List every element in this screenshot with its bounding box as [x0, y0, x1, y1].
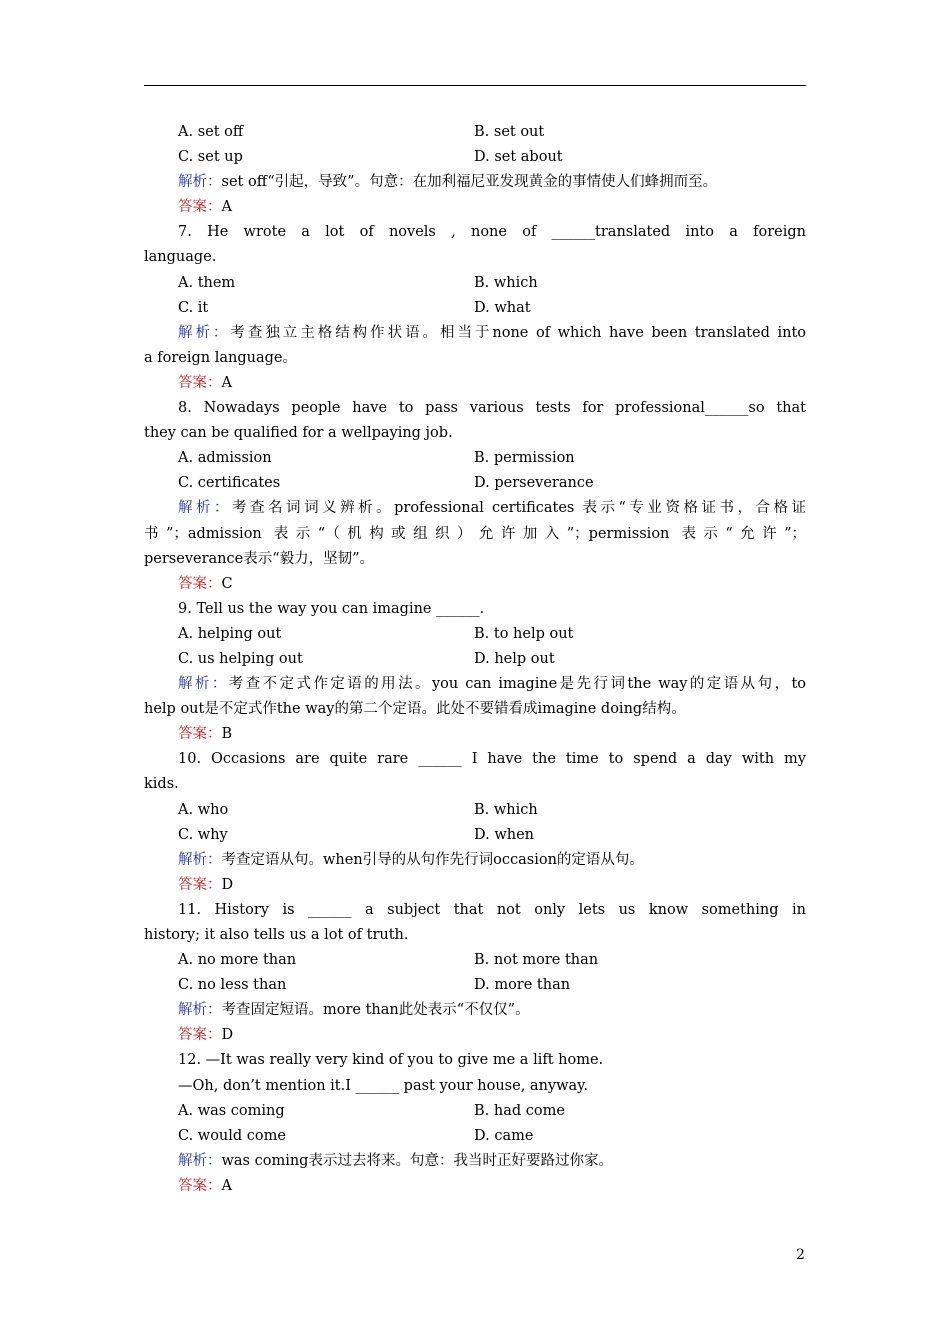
- answer-label: 答案：: [178, 374, 222, 391]
- q9-option-c: C. us helping out: [178, 650, 303, 667]
- q8-option-b: B. permission: [474, 450, 575, 467]
- q7-explanation-text: 考查独立主格结构作状语。相当于none of which have been translated into: [230, 324, 807, 341]
- q7-explanation-line2: a foreign language。: [144, 349, 297, 366]
- q11-explanation: [144, 998, 806, 1023]
- explanation-label: 解析：: [178, 676, 229, 693]
- q7-stem-line2: language.: [144, 249, 217, 266]
- q10-options-row2: [144, 823, 806, 848]
- explanation-label: 解析：: [178, 851, 222, 868]
- q12-options-row2: [144, 1124, 806, 1149]
- q11-stem-line1: 11. History is ______ a subject that not only lets us know something in: [178, 901, 806, 918]
- q12-answer-value: A: [221, 1177, 232, 1194]
- q7-option-d: D. what: [474, 299, 531, 316]
- q10-stem-line1: 10. Occasions are quite rare ______ I have the time to spend a day with my: [178, 751, 806, 768]
- answer-label: 答案：: [178, 575, 222, 592]
- q6-option-b: B. set out: [474, 124, 545, 140]
- q9-options-row2: [144, 647, 806, 672]
- q12-explanation-text: was coming表示过去将来。句意：我当时正好要路过你家。: [221, 1152, 613, 1169]
- explanation-label: 解析：: [178, 174, 222, 191]
- q9-answer-value: B: [221, 726, 233, 743]
- q6-explanation-text: set off“引起，导致”。句意：在加利福尼亚发现黄金的事情使人们蜂拥而至。: [221, 174, 718, 191]
- q6-option-d: D. set about: [474, 149, 563, 166]
- answer-label: 答案：: [178, 199, 222, 216]
- q10-option-c: C. why: [178, 826, 228, 843]
- q11-option-c: C. no less than: [178, 977, 287, 994]
- page-number: 2: [796, 1247, 805, 1263]
- q11-answer: [144, 1023, 806, 1048]
- q6-options-row1: [144, 120, 806, 145]
- q8-option-a: A. admission: [178, 450, 272, 467]
- answer-label: 答案：: [178, 1177, 222, 1194]
- q8-explanation-line3: perseverance表示“毅力，坚韧”。: [144, 550, 375, 567]
- q8-options-row2: [144, 471, 806, 496]
- q11-answer-value: D: [221, 1027, 234, 1044]
- q11-options-row2: [144, 973, 806, 998]
- q8-answer-value: C: [221, 575, 233, 592]
- q9-options-row1: [144, 622, 806, 647]
- q7-options-row2: [144, 296, 806, 321]
- q9-explanation-line1: [144, 672, 806, 697]
- q6-answer-value: A: [221, 199, 232, 216]
- answer-label: 答案：: [178, 876, 222, 893]
- q12-option-b: B. had come: [474, 1102, 565, 1119]
- q9-option-a: A. helping out: [178, 625, 282, 642]
- explanation-label: 解析：: [178, 1002, 222, 1019]
- answer-label: 答案：: [178, 726, 222, 743]
- page-content: [144, 120, 806, 1199]
- q12-stem-line1: 12. —It was really very kind of you to give me a lift home.: [178, 1052, 604, 1069]
- explanation-label: 解析：: [178, 324, 231, 341]
- q11-options-row1: [144, 948, 806, 973]
- q6-option-c: C. set up: [178, 149, 243, 166]
- explanation-label: 解析：: [178, 1152, 222, 1169]
- q8-stem-line1: 8. Nowadays people have to pass various tests for professional______so that: [178, 400, 806, 417]
- q8-explanation-line2: 书”；admission 表示“（机构或组织）允许加入”；permission 表示“允许”；: [144, 525, 806, 542]
- q9-explanation-line2: help out是不定式作the way的第二个定语。此处不要错看成imagine doing结构。: [144, 701, 686, 718]
- q12-option-a: A. was coming: [178, 1102, 285, 1119]
- q11-option-a: A. no more than: [178, 952, 297, 969]
- q7-option-c: C. it: [178, 299, 209, 316]
- q6-explanation: [144, 170, 806, 195]
- header-rule: [144, 85, 806, 86]
- q11-stem-line2: history; it also tells us a lot of truth.: [144, 927, 409, 943]
- q12-option-d: D. came: [474, 1127, 534, 1144]
- q10-stem-line2: kids.: [144, 776, 179, 793]
- q10-explanation: [144, 848, 806, 873]
- q8-explanation-text: 考查名词词义辨析。professional certificates 表示“专业资格证书，合格证: [232, 500, 806, 517]
- q7-stem-line1: 7. He wrote a lot of novels , none of ______translated into a foreign: [178, 224, 806, 241]
- q11-option-d: D. more than: [474, 977, 571, 994]
- q12-answer: [144, 1174, 806, 1199]
- q12-options-row1: [144, 1099, 806, 1124]
- q7-option-b: B. which: [474, 274, 538, 291]
- q7-options-row1: [144, 271, 806, 296]
- q12-option-c: C. would come: [178, 1127, 286, 1144]
- explanation-label: 解析：: [178, 500, 233, 517]
- q9-option-b: B. to help out: [474, 625, 574, 642]
- q11-explanation-text: 考查固定短语。more than此处表示“不仅仅”。: [221, 1002, 530, 1019]
- q9-explanation-text: 考查不定式作定语的用法。you can imagine是先行词the way的定语从句，to: [228, 676, 806, 693]
- q9-option-d: D. help out: [474, 650, 555, 667]
- q9-stem: 9. Tell us the way you can imagine ______.: [178, 600, 485, 617]
- q10-answer-value: D: [221, 876, 234, 893]
- q7-option-a: A. them: [178, 274, 236, 291]
- q8-explanation-line1: [144, 496, 806, 521]
- q10-option-b: B. which: [474, 801, 538, 818]
- q8-option-d: D. perseverance: [474, 475, 594, 492]
- answer-label: 答案：: [178, 1027, 222, 1044]
- q12-explanation: [144, 1149, 806, 1174]
- q6-answer: [144, 195, 806, 220]
- q6-option-a: A. set off: [178, 124, 244, 140]
- q9-answer: [144, 722, 806, 747]
- q8-option-c: C. certificates: [178, 475, 281, 492]
- q7-answer-value: A: [221, 374, 232, 391]
- q7-answer: [144, 371, 806, 396]
- q10-explanation-text: 考查定语从句。when引导的从句作先行词occasion的定语从句。: [221, 851, 644, 868]
- q11-option-b: B. not more than: [474, 952, 599, 969]
- q6-options-row2: [144, 145, 806, 170]
- q10-options-row1: [144, 798, 806, 823]
- q7-explanation-line1: [144, 321, 806, 346]
- q10-option-a: A. who: [178, 801, 229, 818]
- q8-stem-line2: they can be qualified for a wellpaying job.: [144, 425, 453, 442]
- q8-answer: [144, 572, 806, 597]
- q10-option-d: D. when: [474, 826, 534, 843]
- q8-options-row1: [144, 446, 806, 471]
- q12-stem-line2: —Oh, don’t mention it.I ______ past your house, anyway.: [178, 1077, 589, 1094]
- q10-answer: [144, 873, 806, 898]
